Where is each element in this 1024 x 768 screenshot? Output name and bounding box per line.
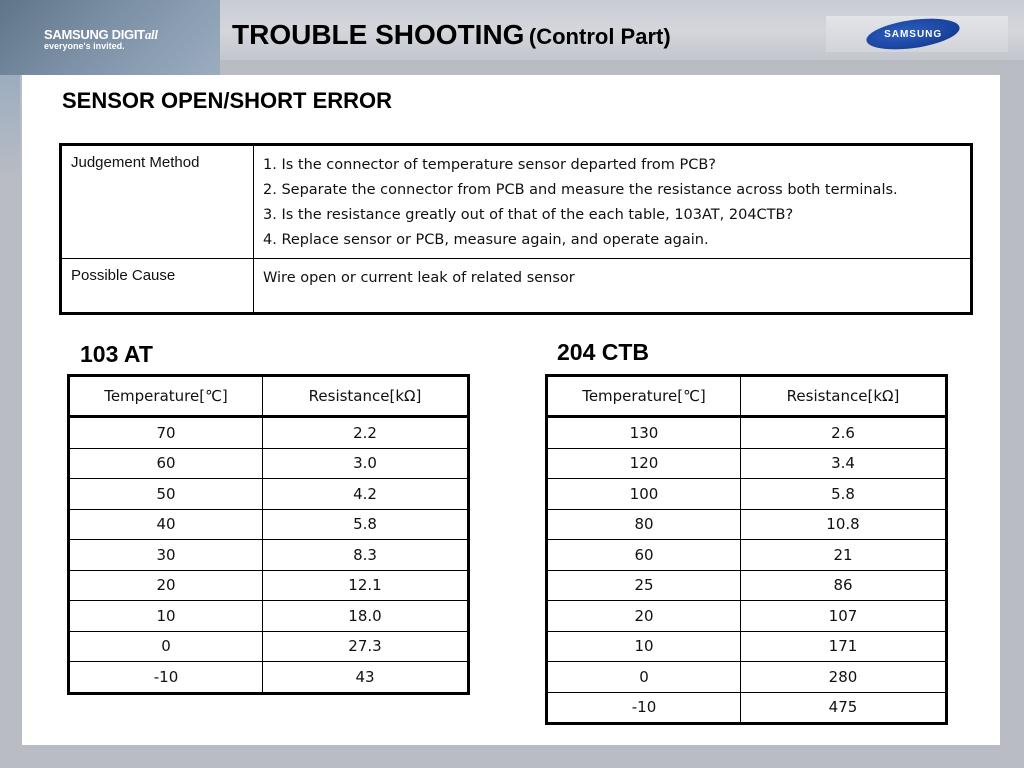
- temperature-cell: 10: [547, 631, 741, 662]
- resistance-cell: 18.0: [263, 601, 469, 632]
- temperature-cell: 40: [69, 509, 263, 540]
- temperature-cell: 80: [547, 509, 741, 540]
- temperature-cell: 30: [69, 540, 263, 571]
- resistance-cell: 475: [741, 692, 947, 724]
- cause-row: [61, 259, 972, 314]
- header-temperature: Temperature[℃]: [69, 376, 263, 417]
- samsung-digitall-logo: [0, 0, 220, 75]
- temperature-cell: -10: [547, 692, 741, 724]
- judgement-row: [61, 145, 972, 259]
- table-row: [547, 540, 947, 571]
- resistance-cell: 27.3: [263, 631, 469, 662]
- logo-left-line2: everyone's invited.: [44, 41, 125, 51]
- temperature-cell: 100: [547, 479, 741, 510]
- logo-left-line1: SAMSUNG DIGIT: [44, 27, 145, 42]
- resistance-cell: 3.4: [741, 448, 947, 479]
- table-row: [69, 570, 469, 601]
- temperature-cell: 20: [69, 570, 263, 601]
- judgement-step: 1. Is the connector of temperature sensor departed from PCB?: [263, 157, 716, 173]
- table-row: [69, 479, 469, 510]
- table-row: [547, 662, 947, 693]
- samsung-logo-text: SAMSUNG: [883, 28, 943, 40]
- temperature-cell: 130: [547, 417, 741, 449]
- judgement-step: 4. Replace sensor or PCB, measure again, and operate again.: [263, 232, 709, 248]
- resistance-cell: 280: [741, 662, 947, 693]
- table-row: [547, 417, 947, 449]
- temperature-cell: 0: [69, 631, 263, 662]
- table-row: [547, 448, 947, 479]
- resistance-cell: 43: [263, 662, 469, 694]
- table-row: [547, 509, 947, 540]
- temperature-cell: 0: [547, 662, 741, 693]
- table-204-title: 204 CTB: [557, 339, 650, 365]
- temperature-cell: 120: [547, 448, 741, 479]
- judgement-label: Judgement Method: [61, 145, 254, 259]
- resistance-cell: 5.8: [741, 479, 947, 510]
- table-row: [547, 601, 947, 632]
- page-title-sub: (Control Part): [528, 24, 671, 49]
- resistance-cell: 21: [741, 540, 947, 571]
- cause-label: Possible Cause: [61, 259, 254, 314]
- table-row: [547, 570, 947, 601]
- table-row: [547, 692, 947, 724]
- temperature-cell: 70: [69, 417, 263, 449]
- temperature-cell: 25: [547, 570, 741, 601]
- temperature-cell: 20: [547, 601, 741, 632]
- temperature-cell: 50: [69, 479, 263, 510]
- temperature-cell: 10: [69, 601, 263, 632]
- table-row: [69, 540, 469, 571]
- table-row: [69, 662, 469, 694]
- resistance-cell: 5.8: [263, 509, 469, 540]
- table-row: [547, 479, 947, 510]
- samsung-logo-box: [826, 16, 1008, 52]
- header-resistance: Resistance[kΩ]: [263, 376, 469, 417]
- resistance-cell: 4.2: [263, 479, 469, 510]
- temperature-cell: 60: [69, 448, 263, 479]
- resistance-cell: 107: [741, 601, 947, 632]
- diagnosis-table: [59, 143, 973, 315]
- judgement-steps: [254, 145, 972, 259]
- temperature-cell: -10: [69, 662, 263, 694]
- resistance-cell: 3.0: [263, 448, 469, 479]
- left-stripe: [0, 75, 20, 180]
- samsung-logo-icon: [865, 14, 962, 55]
- header-temperature: Temperature[℃]: [547, 376, 741, 417]
- judgement-step: 3. Is the resistance greatly out of that of the each table, 103AT, 204CTB?: [263, 207, 794, 223]
- cause-text: Wire open or current leak of related sensor: [254, 259, 972, 314]
- page-title-main: TROUBLE SHOOTING: [232, 19, 525, 50]
- logo-left-script: all: [144, 27, 158, 42]
- section-title: SENSOR OPEN/SHORT ERROR: [62, 88, 393, 113]
- resistance-cell: 86: [741, 570, 947, 601]
- page-title: [232, 19, 671, 51]
- table-row: [69, 448, 469, 479]
- table-204-ctb: [545, 374, 948, 725]
- resistance-cell: 8.3: [263, 540, 469, 571]
- resistance-cell: 10.8: [741, 509, 947, 540]
- resistance-cell: 2.2: [263, 417, 469, 449]
- table-header-row: [69, 376, 469, 417]
- table-103-title: 103 AT: [80, 341, 153, 367]
- table-row: [69, 417, 469, 449]
- table-header-row: [547, 376, 947, 417]
- resistance-cell: 171: [741, 631, 947, 662]
- resistance-cell: 12.1: [263, 570, 469, 601]
- table-row: [69, 601, 469, 632]
- table-row: [69, 631, 469, 662]
- resistance-cell: 2.6: [741, 417, 947, 449]
- table-103-at: [67, 374, 470, 695]
- table-row: [547, 631, 947, 662]
- judgement-step: 2. Separate the connector from PCB and measure the resistance across both terminals.: [263, 182, 898, 198]
- header-resistance: Resistance[kΩ]: [741, 376, 947, 417]
- temperature-cell: 60: [547, 540, 741, 571]
- table-row: [69, 509, 469, 540]
